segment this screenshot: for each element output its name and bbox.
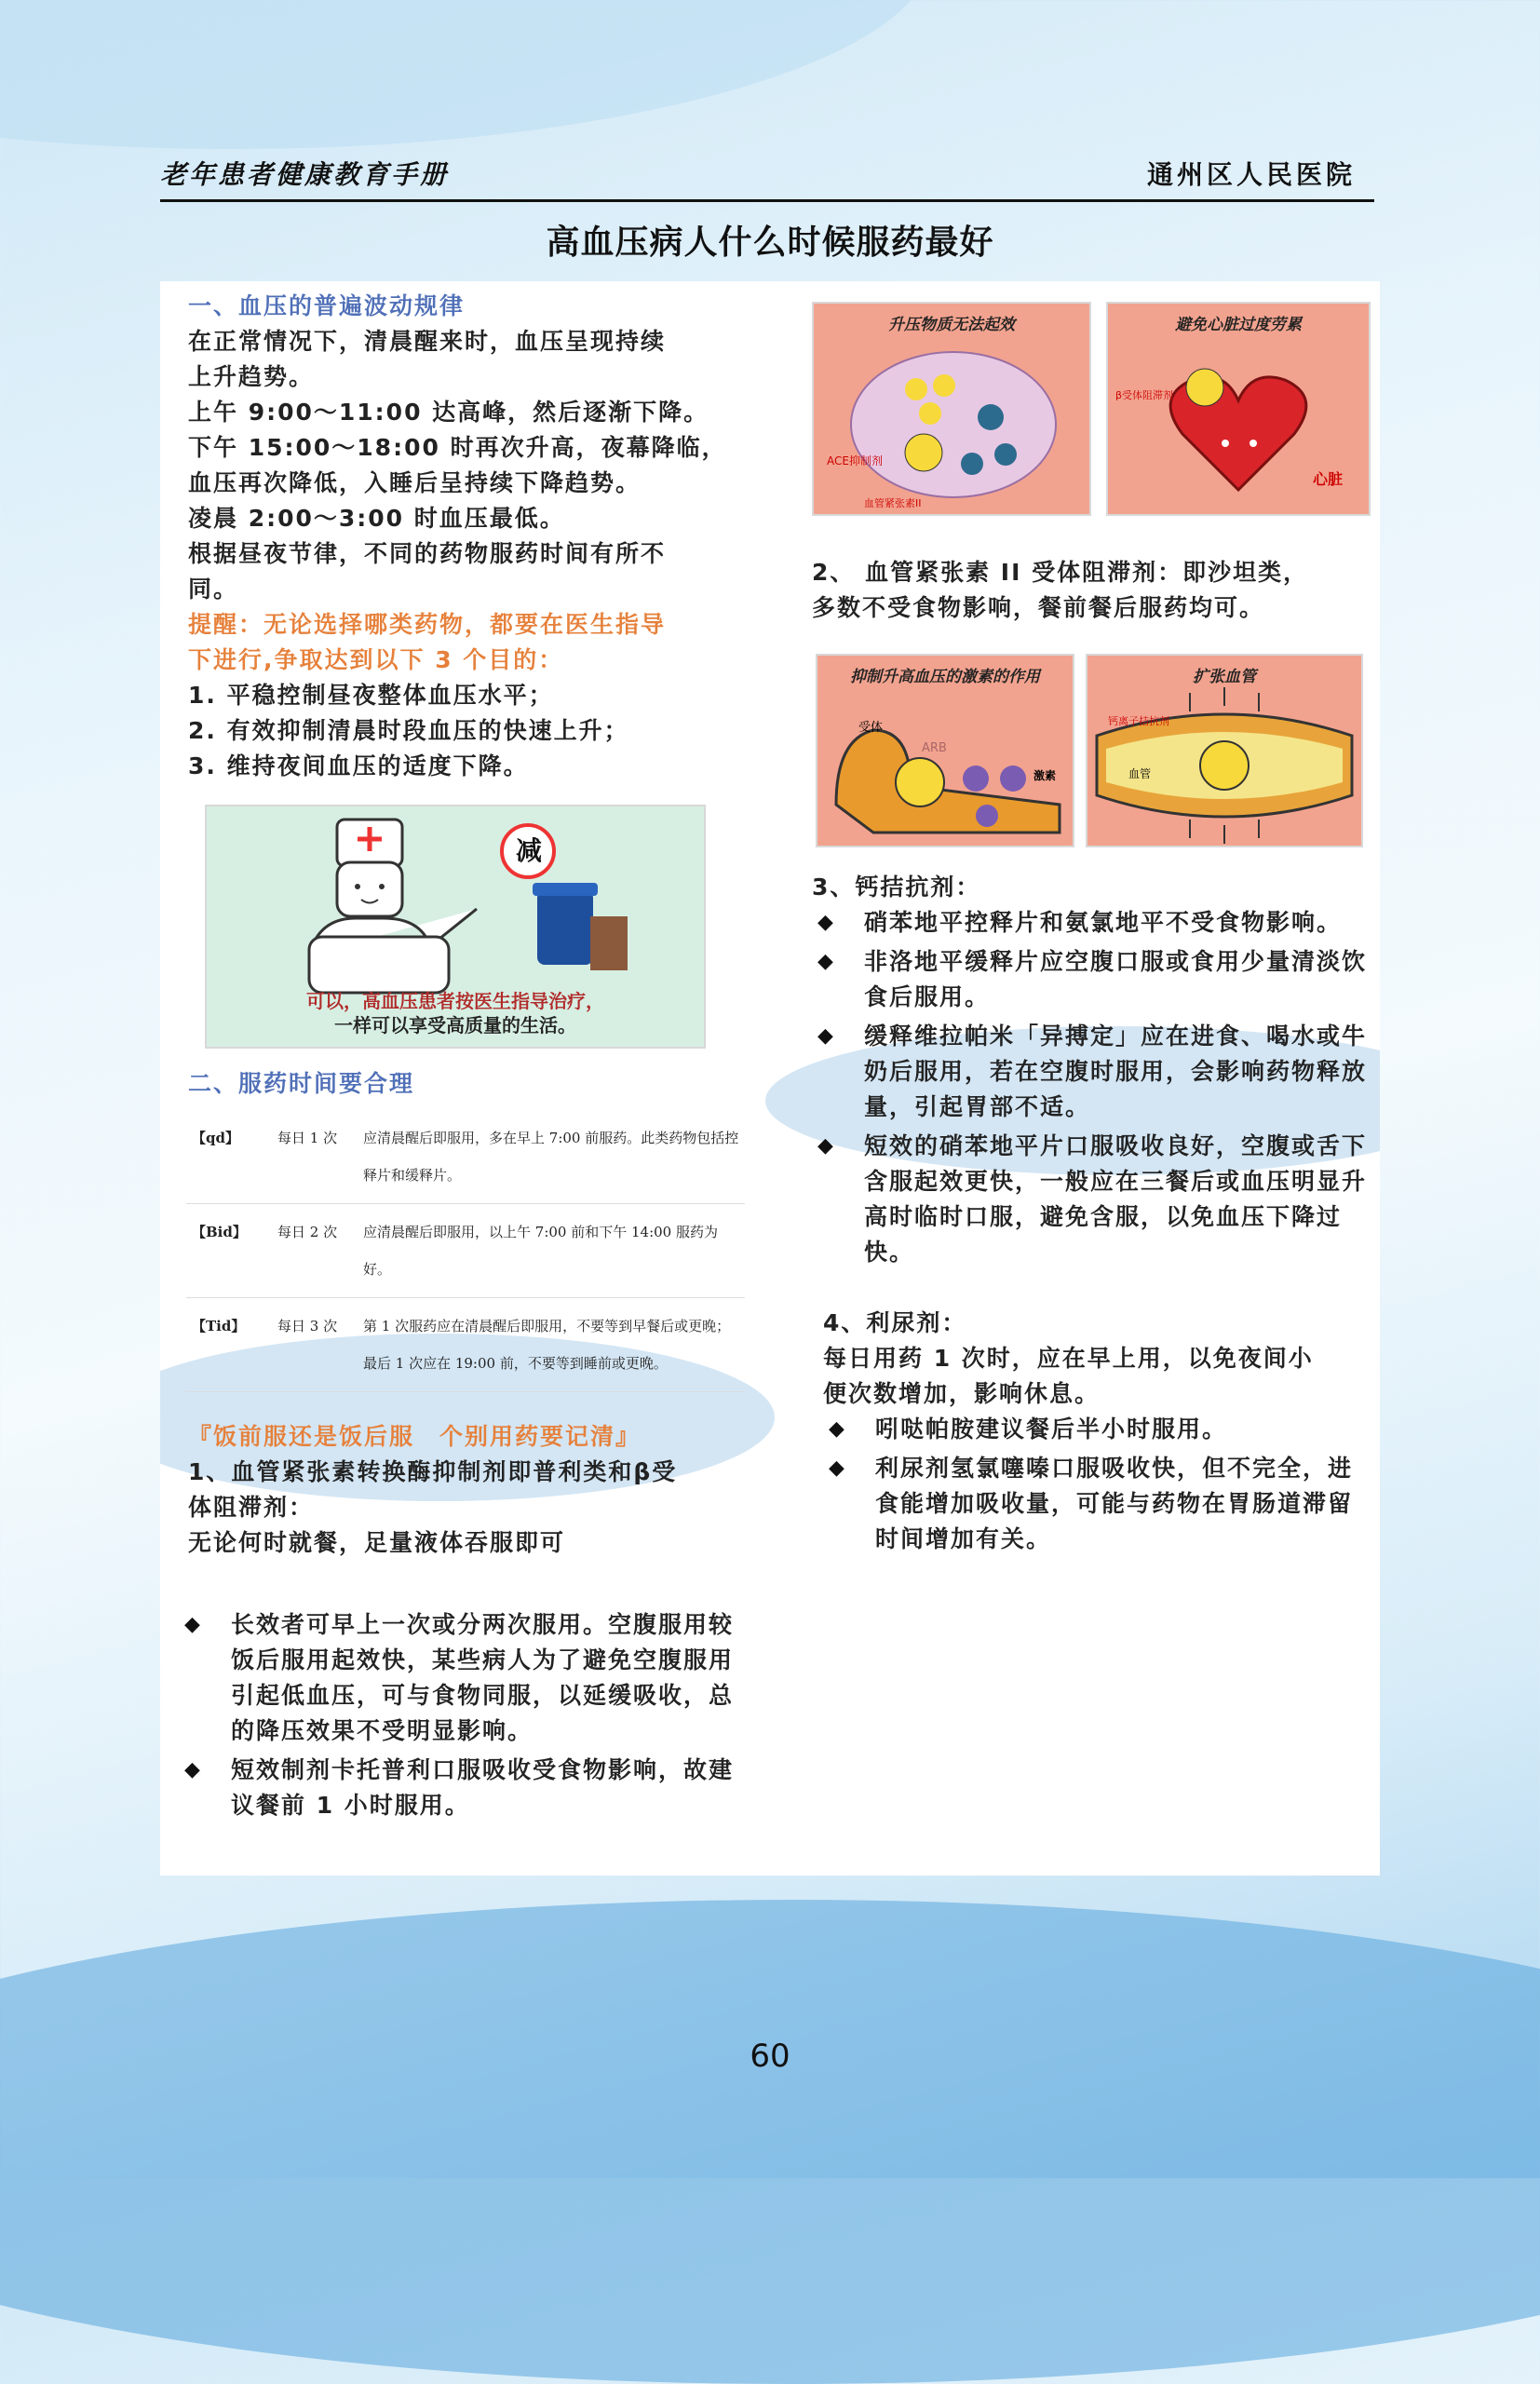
- schedule-code: 【Tid】: [186, 1298, 272, 1392]
- illustration-caption: 避免心脏过度劳累: [1175, 316, 1302, 334]
- text-line: 多数不受食物影响，餐前餐后服药均可。: [812, 594, 1265, 621]
- illustration-label: 激素: [1033, 769, 1057, 782]
- left-column-lower: [188, 1419, 775, 1561]
- text-line: 下午 15:00～18:00 时再次升高，夜幕降临，: [188, 434, 727, 461]
- diamond-bullet-icon: ◆: [817, 1134, 835, 1158]
- diamond-bullet-icon: ◆: [829, 1417, 846, 1441]
- illustration-label: 血管紧张素II: [864, 497, 922, 509]
- text-line: 同。: [188, 576, 239, 603]
- schedule-frequency: 每日 3 次: [272, 1298, 358, 1392]
- schedule-code: 【qd】: [186, 1110, 272, 1204]
- right-column-ccb: [812, 870, 1371, 1274]
- illustration-label: ARB: [922, 741, 947, 755]
- list-item-text: 非洛地平缓释片应空腹口服或食用少量清淡饮食后服用。: [864, 948, 1368, 1010]
- caption-line: 一样可以享受高质量的生活。: [334, 1014, 576, 1036]
- page-header: [160, 149, 1374, 202]
- ace-inhibitor-illustration: [812, 302, 1091, 516]
- goal-item: 1. 平稳控制昼夜整体血压水平；: [188, 682, 554, 709]
- list-item: [179, 1607, 747, 1749]
- doctor-illustration: [205, 805, 706, 1049]
- left-column: [188, 289, 765, 784]
- reminder-text: 下进行,争取达到以下 3 个目的：: [188, 646, 564, 673]
- subsection-heading: 4、利尿剂：: [823, 1309, 967, 1336]
- illustration-caption: 抑制升高血压的激素的作用: [850, 668, 1040, 686]
- right-column-diuretic: [823, 1306, 1372, 1561]
- illustration-label: 钙离子拮抗剂: [1108, 715, 1169, 727]
- text-line: 上升趋势。: [188, 363, 315, 390]
- list-item-text: 短效制剂卡托普利口服吸收受食物影响，故建议餐前 1 小时服用。: [231, 1756, 735, 1819]
- text-line: 根据昼夜节律，不同的药物服药时间有所不: [188, 540, 667, 567]
- diamond-bullet-icon: ◆: [817, 1024, 835, 1048]
- schedule-note: 应清晨醒后即服用，以上午 7:00 前和下午 14:00 服药为好。: [358, 1204, 745, 1298]
- list-item: [812, 1019, 1371, 1125]
- schedule-frequency: 每日 1 次: [272, 1110, 358, 1204]
- goal-item: 2. 有效抑制清晨时段血压的快速上升；: [188, 717, 629, 744]
- reminder-text: 提醒：无论选择哪类药物，都要在医生指导: [188, 611, 667, 638]
- vasodilator-illustration: [1086, 654, 1363, 847]
- list-item: [823, 1412, 1372, 1447]
- background-wave: [0, 1900, 1540, 2384]
- schedule-note: 第 1 次服药应在清晨醒后即服用，不要等到早餐后或更晚；最后 1 次应在 19:00 前，不要等到睡前或更晚。: [358, 1298, 745, 1392]
- list-item-text: 吲哒帕胺建议餐后半小时服用。: [875, 1416, 1228, 1443]
- list-item-text: 利尿剂氢氯噻嗪口服吸收快，但不完全，进食能增加吸收量，可能与药物在胃肠道滞留时间增加有关。: [875, 1455, 1354, 1552]
- beta-blocker-illustration: [1106, 302, 1371, 516]
- diamond-bullet-icon: ◆: [184, 1613, 202, 1636]
- caption-line: 可以，高血压患者按医生指导治疗，: [306, 990, 604, 1012]
- illustration-caption: 扩张血管: [1193, 668, 1256, 686]
- handbook-title: 老年患者健康教育手册: [160, 159, 450, 190]
- text-line: 每日用药 1 次时，应在早上用，以免夜间小: [823, 1345, 1314, 1372]
- text-line: 便次数增加，影响休息。: [823, 1380, 1101, 1407]
- section-heading: 二、服药时间要合理: [188, 1070, 415, 1097]
- background-wave: [0, 0, 931, 149]
- list-item-text: 硝苯地平控释片和氨氯地平不受食物影响。: [864, 909, 1343, 936]
- diamond-bullet-icon: ◆: [817, 911, 835, 934]
- text-line: 体阻滞剂：: [188, 1494, 315, 1521]
- list-item-text: 长效者可早上一次或分两次服用。空腹服用较饭后服用起效快，某些病人为了避免空腹服用引起低血压，可与食物同服，以延缓吸收，总的降压效果不受明显影响。: [231, 1611, 735, 1744]
- illustration-caption: 升压物质无法起效: [888, 316, 1015, 334]
- diamond-bullet-icon: ◆: [829, 1456, 846, 1480]
- list-item-text: 短效的硝苯地平片口服吸收良好，空腹或舌下含服起效更快，一般应在三餐后或血压明显升高时临时口服，避免含服，以免血压下降过快。: [864, 1132, 1368, 1266]
- list-item: [812, 1129, 1371, 1270]
- reduce-badge: 减: [515, 835, 542, 866]
- table-row: [186, 1110, 745, 1204]
- arb-illustration: [816, 654, 1074, 847]
- hospital-name: 通州区人民医院: [1146, 159, 1356, 190]
- text-line: 上午 9:00～11:00 达高峰，然后逐渐下降。: [188, 399, 709, 426]
- goal-item: 3. 维持夜间血压的适度下降。: [188, 752, 529, 779]
- schedule-note: 应清晨醒后即服用，多在早上 7:00 前服药。此类药物包括控释片和缓释片。: [358, 1110, 745, 1204]
- section-heading: 一、血压的普遍波动规律: [188, 292, 466, 319]
- list-item: [812, 944, 1371, 1015]
- illustration-label: 血管: [1128, 767, 1152, 780]
- diamond-bullet-icon: ◆: [817, 950, 835, 973]
- list-item: [812, 905, 1371, 941]
- table-row: [186, 1298, 745, 1392]
- text-line: 2、 血管紧张素 II 受体阻滞剂：即沙坦类，: [812, 559, 1309, 586]
- illustration-label: 受体: [858, 721, 884, 735]
- schedule-code: 【Bid】: [186, 1204, 272, 1298]
- illustration-label: β受体阻滞剂: [1115, 389, 1174, 401]
- meal-heading: 『饭前服还是饭后服 个别用药要记清』: [188, 1423, 642, 1450]
- list-item: [179, 1753, 747, 1823]
- list-item: [823, 1451, 1372, 1557]
- text-line: 凌晨 2:00～3:00 时血压最低。: [188, 505, 565, 532]
- molecule-icon: [814, 304, 1089, 514]
- page-title: 高血压病人什么时候服药最好: [546, 224, 994, 262]
- left-bullets: [179, 1607, 747, 1827]
- text-line: 血压再次降低，入睡后呈持续下降趋势。: [188, 469, 642, 496]
- list-item-text: 缓释维拉帕米「异搏定」应在进食、喝水或牛奶后服用，若在空腹时服用，会影响药物释放量，引起胃部不适。: [864, 1023, 1368, 1120]
- illustration-label: 心脏: [1313, 470, 1344, 488]
- schedule-frequency: 每日 2 次: [272, 1204, 358, 1298]
- text-line: 1、血管紧张素转换酶抑制剂即普利类和β受: [188, 1458, 678, 1485]
- schedule-table: [186, 1110, 745, 1392]
- right-column-arb: [812, 555, 1371, 626]
- table-row: [186, 1204, 745, 1298]
- text-line: 无论何时就餐，足量液体吞服即可: [188, 1529, 566, 1556]
- illustration-label: ACE抑制剂: [827, 454, 883, 467]
- page-number: 60: [750, 2038, 790, 2075]
- subsection-heading: 3、钙拮抗剂：: [812, 874, 981, 901]
- diamond-bullet-icon: ◆: [184, 1758, 202, 1781]
- text-line: 在正常情况下，清晨醒来时，血压呈现持续: [188, 328, 667, 355]
- content-panel: [160, 281, 1380, 1876]
- illustration-caption: [207, 989, 704, 1037]
